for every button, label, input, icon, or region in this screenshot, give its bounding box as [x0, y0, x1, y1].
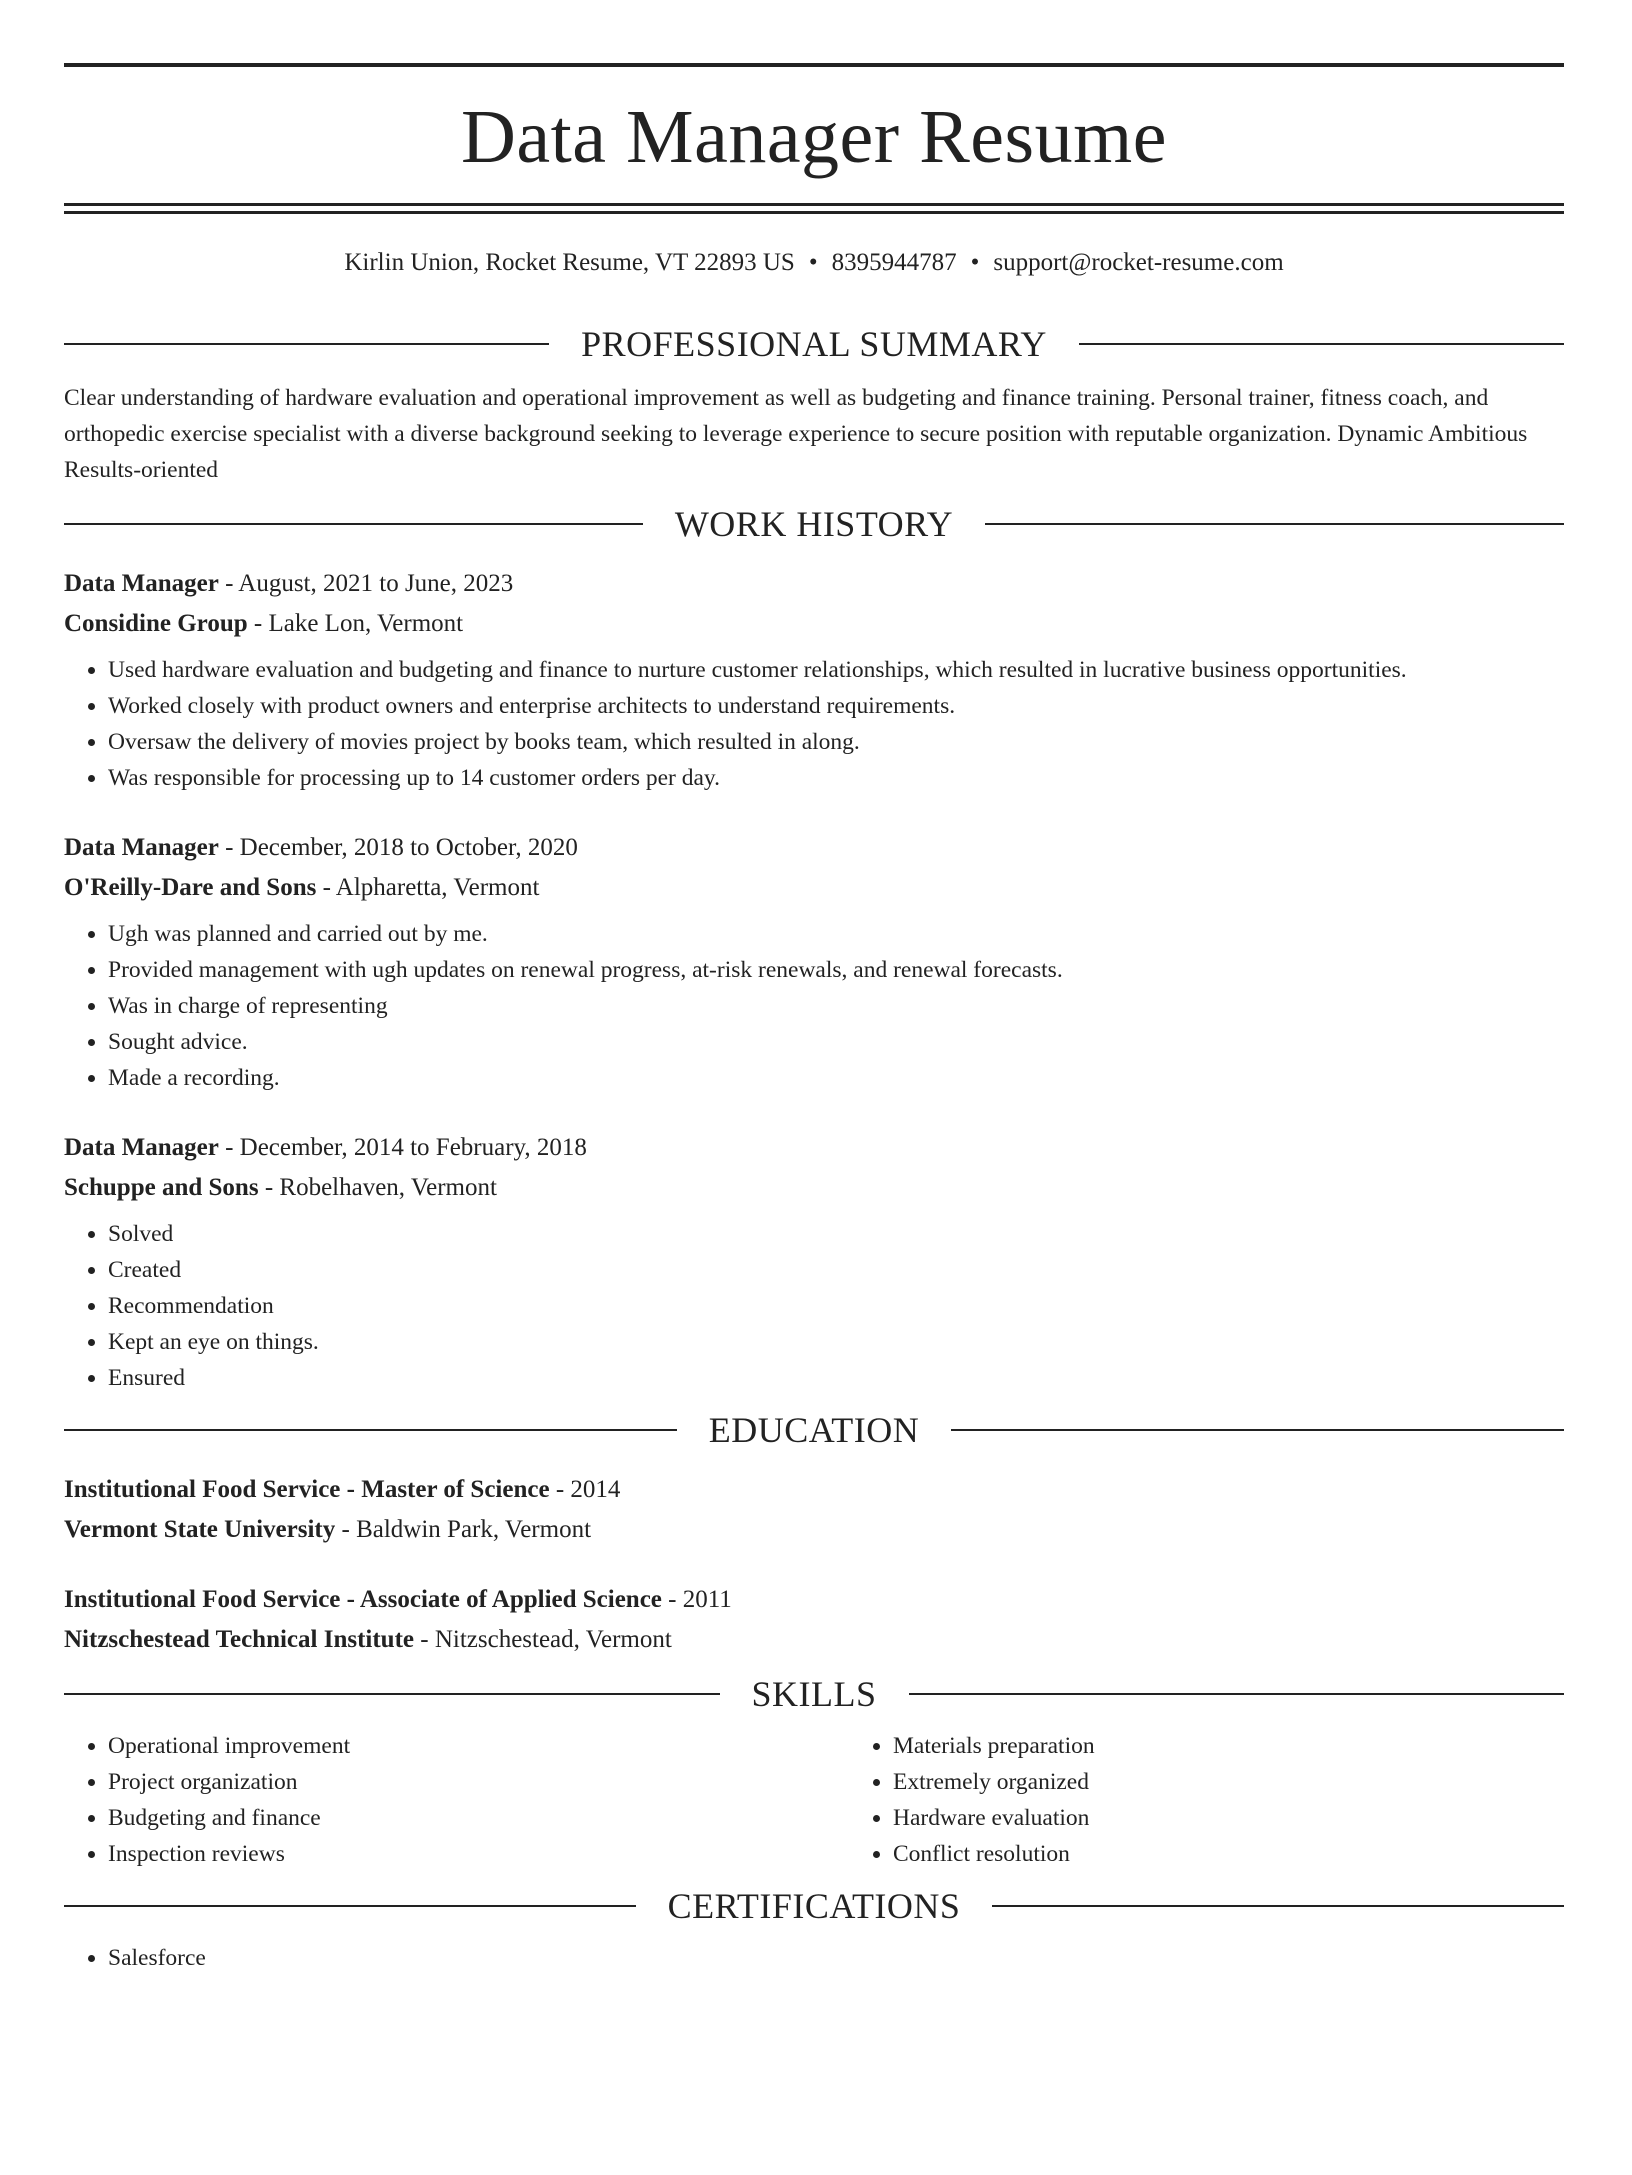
job-company-row	[64, 868, 1564, 908]
heading-rule-right	[985, 523, 1564, 525]
job-bullet: • Worked closely with product owners and enterprise architects to understand requirements.	[108, 688, 1564, 724]
job-bullet: • Solved	[108, 1216, 1564, 1252]
contact-email: support@rocket-resume.com	[993, 249, 1284, 276]
top-rule	[64, 63, 1564, 67]
job-company: O'Reilly-Dare and Sons	[64, 874, 317, 901]
school-row	[64, 1510, 1564, 1550]
job-company-row	[64, 1168, 1564, 1208]
degree-year: - 2014	[555, 1476, 621, 1503]
job-entry	[64, 1128, 1564, 1396]
job-company-row	[64, 604, 1564, 644]
job-title: Data Manager	[64, 834, 219, 861]
job-bullets	[64, 916, 1564, 1096]
section-heading-certifications	[64, 1884, 1564, 1928]
section-title: WORK HISTORY	[674, 504, 954, 544]
job-entry	[64, 828, 1564, 1096]
job-title-row	[64, 828, 1564, 868]
skill-item: • Budgeting and finance	[108, 1800, 849, 1836]
job-bullet: • Ensured	[108, 1360, 1564, 1396]
job-bullet: • Oversaw the delivery of movies project by books team, which resulted in along.	[108, 724, 1564, 760]
job-bullet: • Was responsible for processing up to 14 customer orders per day.	[108, 760, 1564, 796]
job-company: Schuppe and Sons	[64, 1174, 259, 1201]
contact-line	[64, 248, 1564, 278]
heading-rule-left	[64, 343, 549, 345]
section-title: CERTIFICATIONS	[667, 1886, 961, 1926]
job-bullets	[64, 1216, 1564, 1396]
skill-item: • Conflict resolution	[893, 1836, 1564, 1872]
page-title: Data Manager Resume	[461, 95, 1167, 179]
skill-item: • Project organization	[108, 1764, 849, 1800]
job-title: Data Manager	[64, 570, 219, 597]
degree-row	[64, 1580, 1564, 1620]
degree-row	[64, 1470, 1564, 1510]
school-row	[64, 1620, 1564, 1660]
skill-item: • Operational improvement	[108, 1728, 849, 1764]
job-bullet: • Sought advice.	[108, 1024, 1564, 1060]
contact-phone: 8395944787	[831, 249, 957, 276]
section-title: SKILLS	[751, 1674, 877, 1714]
education-entry	[64, 1470, 1564, 1550]
job-location: - Alpharetta, Vermont	[322, 874, 540, 901]
contact-address: Kirlin Union, Rocket Resume, VT 22893 US	[344, 249, 795, 276]
heading-rule-left	[64, 523, 643, 525]
heading-rule-right	[1079, 343, 1564, 345]
job-bullet: • Created	[108, 1252, 1564, 1288]
section-heading-skills	[64, 1672, 1564, 1716]
job-dates: - December, 2018 to October, 2020	[225, 834, 578, 861]
job-company: Considine Group	[64, 610, 248, 637]
skill-item: • Inspection reviews	[108, 1836, 849, 1872]
job-bullet: • Kept an eye on things.	[108, 1324, 1564, 1360]
heading-rule-left	[64, 1905, 636, 1907]
skill-item: • Materials preparation	[893, 1728, 1564, 1764]
job-bullets	[64, 652, 1564, 796]
school-location: - Baldwin Park, Vermont	[341, 1516, 592, 1543]
degree-name: Institutional Food Service - Associate of Applied Science	[64, 1586, 662, 1613]
section-title: PROFESSIONAL SUMMARY	[581, 324, 1047, 364]
job-dates: - August, 2021 to June, 2023	[225, 570, 514, 597]
job-title: Data Manager	[64, 1134, 219, 1161]
skills-grid	[64, 1728, 1564, 1872]
job-bullet: • Ugh was planned and carried out by me.	[108, 916, 1564, 952]
contact-separator: •	[808, 249, 818, 276]
job-title-row	[64, 1128, 1564, 1168]
certification-item: • Salesforce	[108, 1940, 1564, 1976]
heading-rule-right	[951, 1429, 1564, 1431]
summary-text: Clear understanding of hardware evaluation and operational improvement as well as budgeting and finance training. Personal trainer, fitness coach, and orthopedic exercise specialist with a diverse background seeking to leverage experience to secure position with reputable organization. Dynamic Ambitious Results-oriented	[64, 385, 1528, 483]
skill-item: • Extremely organized	[893, 1764, 1564, 1800]
school-location: - Nitzschestead, Vermont	[420, 1626, 672, 1653]
degree-name: Institutional Food Service - Master of Science	[64, 1476, 550, 1503]
heading-rule-left	[64, 1693, 720, 1695]
job-dates: - December, 2014 to February, 2018	[225, 1134, 587, 1161]
degree-year: - 2011	[668, 1586, 732, 1613]
certifications-list	[64, 1940, 1564, 1976]
school-name: Vermont State University	[64, 1516, 336, 1543]
contact-separator: •	[970, 249, 980, 276]
job-title-row	[64, 564, 1564, 604]
job-bullet: • Made a recording.	[108, 1060, 1564, 1096]
skills-column-left	[64, 1728, 849, 1872]
school-name: Nitzschestead Technical Institute	[64, 1626, 414, 1653]
job-bullet: • Provided management with ugh updates on renewal progress, at-risk renewals, and renewal forecasts.	[108, 952, 1564, 988]
skills-column-right	[849, 1728, 1564, 1872]
job-location: - Lake Lon, Vermont	[253, 610, 464, 637]
title-double-rule	[64, 203, 1564, 214]
section-heading-education	[64, 1408, 1564, 1452]
heading-rule-right	[992, 1905, 1564, 1907]
section-heading-work	[64, 502, 1564, 546]
section-title: EDUCATION	[708, 1410, 920, 1450]
heading-rule-left	[64, 1429, 677, 1431]
job-bullet: • Was in charge of representing	[108, 988, 1564, 1024]
heading-rule-right	[909, 1693, 1565, 1695]
section-heading-summary	[64, 322, 1564, 366]
job-bullet: • Used hardware evaluation and budgeting and finance to nurture customer relationships, which resulted in lucrative business opportunities.	[108, 652, 1564, 688]
job-bullet: • Recommendation	[108, 1288, 1564, 1324]
education-entry	[64, 1580, 1564, 1660]
resume-page	[0, 63, 1632, 2175]
job-location: - Robelhaven, Vermont	[264, 1174, 497, 1201]
job-entry	[64, 564, 1564, 796]
skill-item: • Hardware evaluation	[893, 1800, 1564, 1836]
